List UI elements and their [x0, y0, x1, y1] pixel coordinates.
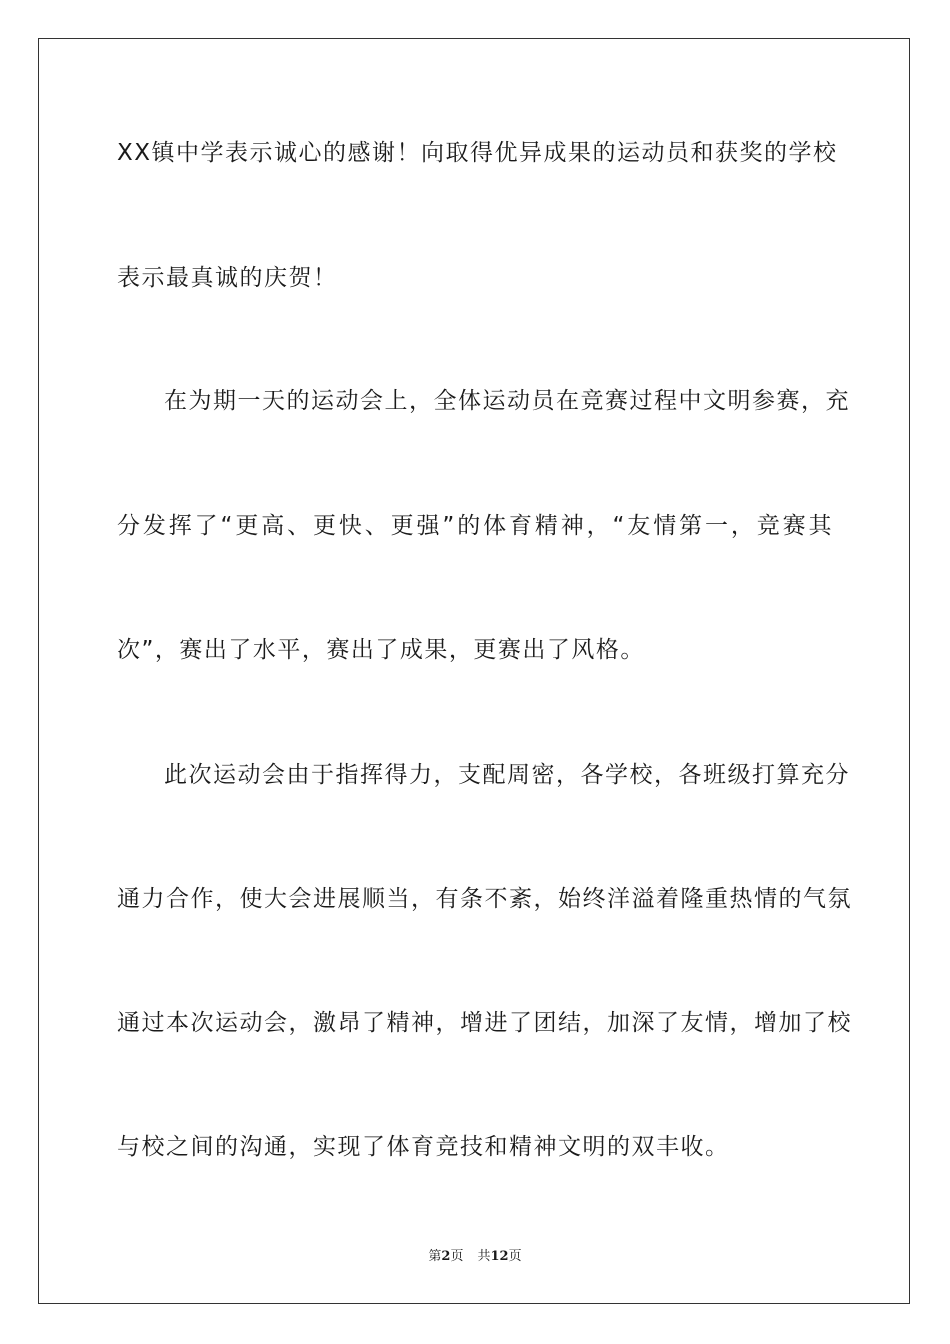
- body-line-8: 通过本次运动会，激昂了精神，增进了团结，加深了友情，增加了校: [117, 1010, 852, 1036]
- body-line-2: 表示最真诚的庆贺！: [117, 265, 338, 291]
- body-line-3: 在为期一天的运动会上，全体运动员在竞赛过程中文明参赛，充: [164, 388, 850, 414]
- page-prefix: 第: [428, 1249, 442, 1264]
- page-suffix: 页: [450, 1249, 464, 1264]
- total-suffix: 页: [508, 1249, 522, 1264]
- body-line-6: 此次运动会由于指挥得力，支配周密，各学校，各班级打算充分: [164, 762, 850, 788]
- page-border: [38, 38, 910, 1304]
- body-line-5: 次”，赛出了水平，赛出了成果，更赛出了风格。: [117, 637, 645, 663]
- total-prefix: 共: [477, 1249, 491, 1264]
- body-line-9: 与校之间的沟通，实现了体育竞技和精神文明的双丰收。: [117, 1134, 730, 1160]
- total-pages: 12: [490, 1249, 509, 1264]
- body-line-7: 通力合作，使大会进展顺当，有条不紊，始终洋溢着隆重热情的气氛: [117, 886, 852, 912]
- body-line-1: XX镇中学表示诚心的感谢！向取得优异成果的运动员和获奖的学校: [117, 140, 838, 166]
- page-number: 2: [441, 1249, 451, 1264]
- body-line-4: 分发挥了“更高、更快、更强”的体育精神，“友情第一，竞赛其: [117, 513, 833, 539]
- page-footer: [0, 1248, 950, 1266]
